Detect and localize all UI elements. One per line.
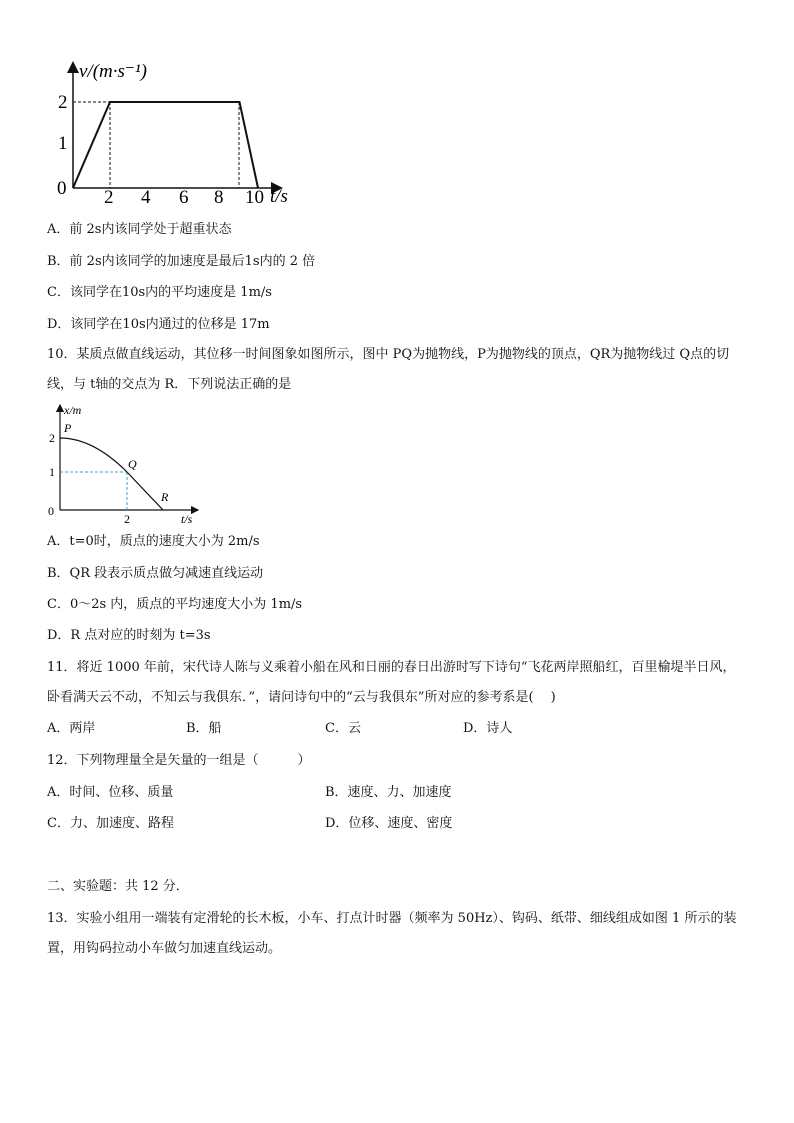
q10-option-b: B．QR 段表示质点做匀减速直线运动 [47,566,264,581]
y-tick-2: 2 [58,92,68,113]
origin-label: 0 [48,504,54,518]
y-tick-1: 1 [49,465,55,479]
q10-stem: 10．某质点做直线运动，其位移一时间图象如图所示，图中 PQ为抛物线，P为抛物线的顶点，QR为抛物线过 Q点的切线，与 t轴的交点为 R．下列说法正确的是 [47,347,730,392]
point-label-p: P [64,421,72,435]
q10-option-a: A．t=0时，质点的速度大小为 2m/s [47,534,260,549]
q9-option-a: A．前 2s内该同学处于超重状态 [47,222,232,237]
origin-label: 0 [57,178,67,199]
point-label-r: R [161,490,169,504]
parabola-pq [60,438,127,472]
q9-option-b: B．前 2s内该同学的加速度是最后1s内的 2 倍 [47,254,316,269]
y-axis-label: x/m [64,403,82,417]
x-axis-label: t/s [270,186,288,205]
point-label-q: Q [128,457,137,471]
x-tick-10: 10 [245,187,264,205]
q11-option-a: A．两岸 [47,721,96,736]
q12-stem: 12．下列物理量全是矢量的一组是（ ） [47,753,311,768]
q11-option-d: D．诗人 [463,721,513,736]
position-time-graph [45,402,210,527]
q12-option-a: A．时间、位移、质量 [47,785,174,800]
velocity-curve [73,102,258,188]
x-tick-2: 2 [124,512,130,526]
q11-option-c: C．云 [325,721,361,736]
y-axis-label: v/(m·s⁻¹) [79,61,147,82]
q11-option-b: B．船 [186,721,222,736]
q12-option-b: B．速度、力、加速度 [325,785,452,800]
x-tick-6: 6 [179,187,189,205]
q12-option-c: C．力、加速度、路程 [47,816,174,831]
q12-option-d: D．位移、速度、密度 [325,816,453,831]
y-tick-2: 2 [49,431,55,445]
section-2-title: 二、实验题：共 12 分． [47,879,189,894]
q13-stem: 13．实验小组用一端装有定滑轮的长木板，小车、打点计时器（频率为 50Hz）、钩码、纸带、细线组成如图 1 所示的装置，用钩码拉动小车做匀加速直线运动。 [47,911,737,956]
q10-option-d: D．R 点对应的时刻为 t=3s [47,628,211,643]
tangent-qr [127,472,163,510]
y-tick-1: 1 [58,133,68,154]
q10-option-c: C．0～2s 内，质点的平均速度大小为 1m/s [47,597,303,612]
q11-stem: 11．将近 1000 年前，宋代诗人陈与义乘着小船在风和日丽的春日出游时写下诗句“飞花两岸照船红，百里榆堤半日风，卧看满天云不动，不知云与我俱东．”，请问诗句中的“云与我俱东”所对应的参考系是( ) [47,660,736,705]
velocity-time-graph [55,55,305,205]
q9-option-c: C．该同学在10s内的平均速度是 1m/s [47,285,272,300]
x-tick-8: 8 [214,187,224,205]
x-axis-label: t/s [181,512,193,526]
x-tick-4: 4 [141,187,151,205]
x-tick-2: 2 [104,187,114,205]
q9-option-d: D．该同学在10s内通过的位移是 17m [47,317,270,332]
